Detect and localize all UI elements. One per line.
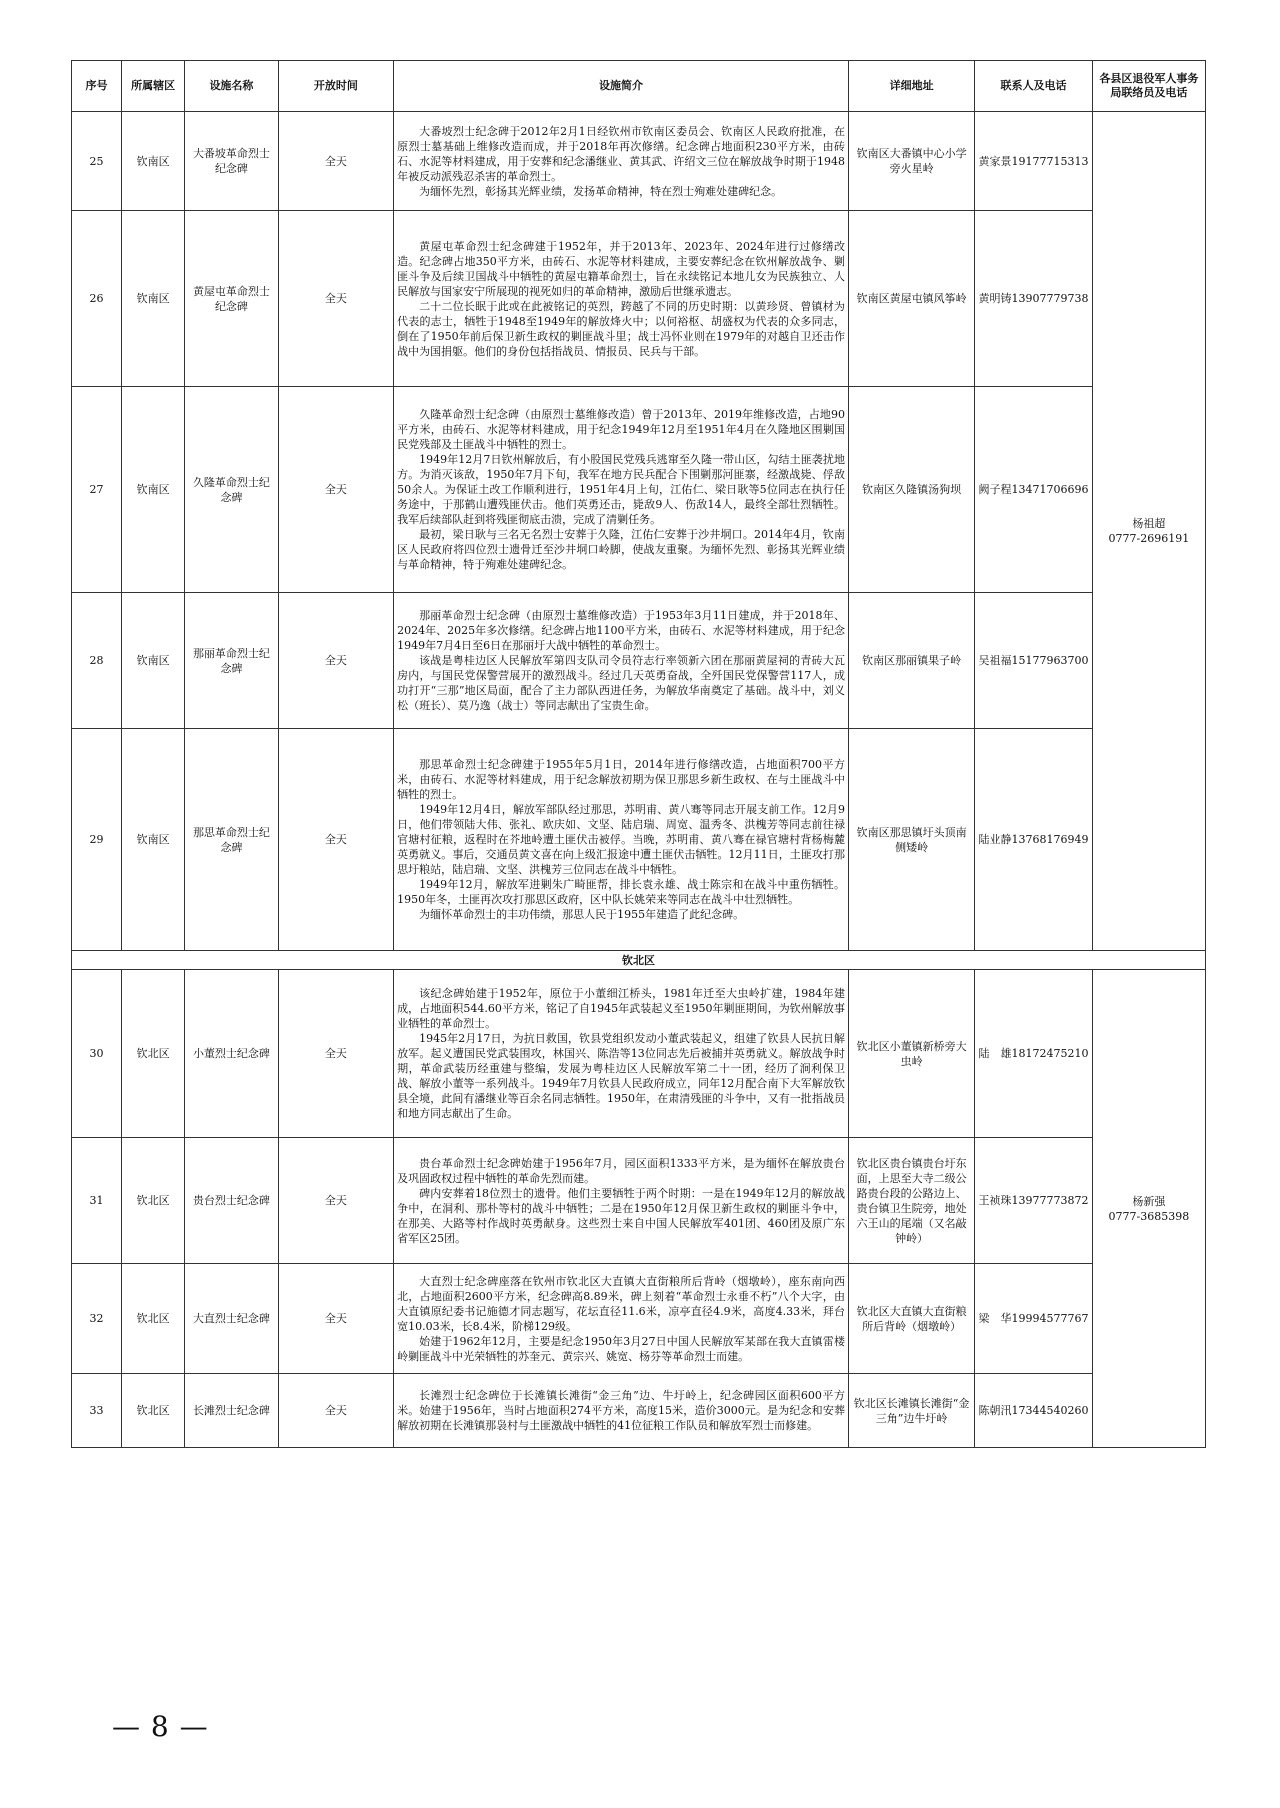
row-address: 钦北区大直镇大直街粮所后背岭（烟墩岭） xyxy=(848,1264,974,1374)
intro-paragraph: 贵台革命烈士纪念碑始建于1956年7月，园区面积1333平方米，是为缅怀在解放贵台及巩固政权过程中牺牲的革命先烈而建。 xyxy=(397,1156,845,1185)
intro-paragraph: 为缅怀革命烈士的丰功伟绩，那思人民于1955年建造了此纪念碑。 xyxy=(419,908,745,921)
table-row xyxy=(72,1374,1206,1448)
table-row xyxy=(72,970,1206,1138)
row-facility-name: 黄屋屯革命烈士纪念碑 xyxy=(185,211,279,387)
section-title-qinbei: 钦北区 xyxy=(72,951,1206,970)
intro-paragraph: 那丽革命烈士纪念碑（由原烈士墓维修改造）于1953年3月11日建成，并于2018年、2024年、2025年多次修缮。纪念碑占地1100平方米，由砖石、水泥等材料建成，用于纪念1949年7月4日至6日在那丽圩大战中牺牲的革命烈士。 xyxy=(397,609,845,652)
intro-paragraph: 该战是粤桂边区人民解放军第四支队司令员符志行率领新六团在那丽黄屋祠的青砖大瓦房内，与国民党保警营展开的激烈战斗。经过几天英勇奋战，全歼国民党保警营117人，成功打开“三那”地区局面，配合了主力部队西进任务，为解放华南奠定了基础。战斗中，刘义松（班长）、莫乃逸（战士）等同志献出了宝贵生命。 xyxy=(397,654,845,712)
row-open-hours: 全天 xyxy=(278,1374,393,1448)
row-address: 钦南区大番镇中心小学旁火星岭 xyxy=(848,112,974,211)
liaison-cell xyxy=(1092,970,1205,1448)
intro-paragraph: 1949年12月7日钦州解放后，有小股国民党残兵逃窜至久隆一带山区，勾结土匪袭扰地方。为消灭该敌，1950年7月下旬，我军在地方民兵配合下围剿那河匪寨，经激战毙、俘敌50余人。为保证土改工作顺利进行，1951年4月上旬，江佑仁、梁日耿等5位同志在执行任务途中，于那鹤山遭残匪伏击。他们英勇还击，毙敌9人、伤敌14人，最终全部壮烈牺牲。我军后续部队赶到将残匪彻底击溃，完成了清剿任务。 xyxy=(397,453,845,526)
row-intro xyxy=(394,1138,849,1264)
table-row xyxy=(72,593,1206,729)
row-intro xyxy=(394,211,849,387)
row-contact: 梁 华19994577767 xyxy=(975,1264,1093,1374)
row-facility-name: 久隆革命烈士纪念碑 xyxy=(185,387,279,593)
liaison-name: 杨新强 xyxy=(1132,1194,1166,1208)
row-intro xyxy=(394,970,849,1138)
row-open-hours: 全天 xyxy=(278,1264,393,1374)
row-facility-name: 小董烈士纪念碑 xyxy=(185,970,279,1138)
table-row xyxy=(72,112,1206,211)
row-district: 钦北区 xyxy=(122,1138,185,1264)
row-contact: 黄家景19177715313 xyxy=(975,112,1093,211)
row-address: 钦北区长滩镇长滩街“金三角”边牛圩岭 xyxy=(848,1374,974,1448)
intro-paragraph: 始建于1962年12月，主要是纪念1950年3月27日中国人民解放军某部在我大直镇雷楼岭剿匪战斗中光荣牺牲的苏奎元、黄宗兴、姚宽、杨芬等革命烈士而建。 xyxy=(397,1334,845,1363)
row-facility-name: 那思革命烈士纪念碑 xyxy=(185,729,279,951)
row-facility-name: 长滩烈士纪念碑 xyxy=(185,1374,279,1448)
header-name: 设施名称 xyxy=(185,61,279,112)
row-open-hours: 全天 xyxy=(278,970,393,1138)
row-number: 29 xyxy=(72,729,122,951)
liaison-cell xyxy=(1092,112,1205,951)
row-intro xyxy=(394,387,849,593)
row-contact: 陆 雄18172475210 xyxy=(975,970,1093,1138)
facilities-table xyxy=(71,60,1206,1448)
table-row xyxy=(72,1264,1206,1374)
row-address: 钦南区黄屋屯镇风筝岭 xyxy=(848,211,974,387)
row-contact: 陈朝汛17344540260 xyxy=(975,1374,1093,1448)
row-number: 27 xyxy=(72,387,122,593)
row-open-hours: 全天 xyxy=(278,729,393,951)
row-open-hours: 全天 xyxy=(278,211,393,387)
row-open-hours: 全天 xyxy=(278,1138,393,1264)
intro-paragraph: 为缅怀先烈，彰扬其光辉业绩，发扬革命精神，特在烈士殉难处建碑纪念。 xyxy=(419,184,783,198)
row-number: 26 xyxy=(72,211,122,387)
row-district: 钦北区 xyxy=(122,1374,185,1448)
row-facility-name: 大直烈士纪念碑 xyxy=(185,1264,279,1374)
row-contact: 吴祖福15177963700 xyxy=(975,593,1093,729)
section-row xyxy=(72,951,1206,970)
table-row xyxy=(72,1138,1206,1264)
row-facility-name: 贵台烈士纪念碑 xyxy=(185,1138,279,1264)
liaison-phone: 0777-2696191 xyxy=(1108,532,1190,545)
row-intro xyxy=(394,1374,849,1448)
row-facility-name: 大番坡革命烈士纪念碑 xyxy=(185,112,279,211)
intro-paragraph: 二十二位长眠于此或在此被铭记的英烈，跨越了不同的历史时期：以黄珍贤、曾镇材为代表的志士，牺牲于1948至1949年的解放烽火中；以何裕枢、胡盛权为代表的众多同志，倒在了1950年前后保卫新生政权的剿匪战斗里；战士冯怀业则在1979年的对越自卫还击作战中为国捐躯。他们的身份包括指战员、情报员、民兵与干部。 xyxy=(397,299,845,358)
qinnan-section xyxy=(72,112,1206,951)
header-hours: 开放时间 xyxy=(278,61,393,112)
row-facility-name: 那丽革命烈士纪念碑 xyxy=(185,593,279,729)
row-address: 钦南区久隆镇汤狗坝 xyxy=(848,387,974,593)
intro-paragraph: 该纪念碑始建于1952年，原位于小董细江桥头，1981年迁至大虫岭扩建，1984年建成，占地面积544.60平方米，铭记了自1945年武装起义至1950年剿匪期间，为钦州解放事业牺牲的革命烈士。 xyxy=(397,987,845,1030)
row-number: 25 xyxy=(72,112,122,211)
row-contact: 阙子程13471706696 xyxy=(975,387,1093,593)
intro-paragraph: 最初，梁日耿与三名无名烈士安葬于久隆，江佑仁安葬于沙井垌口。2014年4月，钦南区人民政府将四位烈士遗骨迁至沙井垌口岭脚，使战友重聚。为缅怀先烈、彰扬其光辉业绩与革命精神，特于殉难处建碑纪念。 xyxy=(397,528,845,571)
row-district: 钦南区 xyxy=(122,112,185,211)
row-district: 钦南区 xyxy=(122,729,185,951)
row-intro xyxy=(394,593,849,729)
header-contact: 联系人及电话 xyxy=(975,61,1093,112)
row-open-hours: 全天 xyxy=(278,593,393,729)
row-open-hours: 全天 xyxy=(278,112,393,211)
row-contact: 黄明铸13907779738 xyxy=(975,211,1093,387)
row-district: 钦北区 xyxy=(122,970,185,1138)
table-row xyxy=(72,729,1206,951)
intro-paragraph: 碑内安葬着18位烈士的遗骨。他们主要牺牲于两个时期：一是在1949年12月的解放战争中，在洞利、那朴等村的战斗中牺牲；二是在1950年12月保卫新生政权的剿匪斗争中，在那美、大路等村作战时英勇献身。这些烈士来自中国人民解放军401团、460团及原广东省军区25团。 xyxy=(397,1186,845,1245)
table-row xyxy=(72,211,1206,387)
row-number: 30 xyxy=(72,970,122,1138)
header-intro: 设施简介 xyxy=(394,61,849,112)
row-contact: 王祯珠13977773872 xyxy=(975,1138,1093,1264)
header-address: 详细地址 xyxy=(848,61,974,112)
page-number: — 8 — xyxy=(112,1710,209,1743)
row-contact: 陆业静13768176949 xyxy=(975,729,1093,951)
liaison-phone: 0777-3685398 xyxy=(1108,1209,1190,1223)
liaison-name: 杨祖超 xyxy=(1132,517,1166,530)
intro-paragraph: 1949年12月，解放军进剿朱广畸匪帮，排长袁永雄、战士陈宗和在战斗中重伤牺牲。1950年冬，土匪再次攻打那思区政府，区中队长姚荣来等同志在战斗中壮烈牺牲。 xyxy=(397,878,845,906)
row-district: 钦南区 xyxy=(122,211,185,387)
intro-paragraph: 1945年2月17日，为抗日救国，钦县党组织发动小董武装起义，组建了钦县人民抗日解放军。起义遭国民党武装围攻，林国兴、陈浩等13位同志先后被捕并英勇就义。解放战争时期，革命武装历经重建与整编，发展为粤桂边区人民解放军第二十一团，经历了涧利保卫战、解放小董等一系列战斗。1949年7月钦县人民政府成立，同年12月配合南下大军解放钦县全境，此间有潘继业等百余名同志牺牲。1950年，在肃清残匪的斗争中，又有一批指战员和地方同志献出了生命。 xyxy=(397,1032,845,1120)
header-district: 所属辖区 xyxy=(122,61,185,112)
row-district: 钦南区 xyxy=(122,387,185,593)
intro-paragraph: 久隆革命烈士纪念碑（由原烈士墓维修改造）曾于2013年、2019年维修改造，占地90平方米，由砖石、水泥等材料建成，用于纪念1949年12月至1951年4月在久隆地区围剿国民党残部及土匪战斗中牺牲的烈士。 xyxy=(397,408,845,451)
table-header-row xyxy=(72,61,1206,112)
intro-paragraph: 长滩烈士纪念碑位于长滩镇长滩街“金三角”边、牛圩岭上，纪念碑园区面积600平方米。始建于1956年，当时占地面积274平方米，高度15米，造价3000元。是为纪念和安葬解放初期在长滩镇那袅村与土匪激战中牺牲的41位征粮工作队员和解放军烈士而修建。 xyxy=(397,1389,845,1432)
intro-paragraph: 黄屋屯革命烈士纪念碑建于1952年，并于2013年、2023年、2024年进行过修缮改造。纪念碑占地350平方米，由砖石、水泥等材料建成，主要安葬纪念在钦州解放战争、剿匪斗争及后续卫国战斗中牺牲的黄屋屯籍革命烈士，旨在永续铭记本地儿女为民族独立、人民解放与国家安宁所展现的视死如归的革命精神，激励后世继承遗志。 xyxy=(397,239,845,298)
row-number: 31 xyxy=(72,1138,122,1264)
row-number: 28 xyxy=(72,593,122,729)
row-intro xyxy=(394,112,849,211)
table-row xyxy=(72,387,1206,593)
header-liaison: 各县区退役军人事务局联络员及电话 xyxy=(1092,61,1205,112)
row-number: 33 xyxy=(72,1374,122,1448)
row-intro xyxy=(394,729,849,951)
intro-paragraph: 1949年12月4日，解放军部队经过那思，苏明甫、黄八骞等同志开展支前工作。12月9日，他们带领陆大伟、张礼、欧庆如、文坚、陆启瑞、周宽、温秀冬、洪槐芳等同志前往禄官塘村征粮，返程时在芥地岭遭土匪伏击被俘。当晚，苏明甫、黄八骞在禄官塘村背杨梅麓英勇就义。事后，交通员黄文喜在向上级汇报途中遭土匪伏击牺牲。12月11日，土匪攻打那思圩粮站，陆启瑞、文坚、洪槐芳三位同志在战斗中牺牲。 xyxy=(397,803,845,876)
row-address: 钦北区贵台镇贵台圩东面，上思至大寺二级公路贵台段的公路边上、贵台镇卫生院旁，地处六王山的尾端（又名敲钟岭） xyxy=(848,1138,974,1264)
row-address: 钦南区那丽镇果子岭 xyxy=(848,593,974,729)
qinbei-section xyxy=(72,970,1206,1448)
row-address: 钦南区那思镇圩头顶南侧矮岭 xyxy=(848,729,974,951)
row-number: 32 xyxy=(72,1264,122,1374)
row-address: 钦北区小董镇新桥旁大虫岭 xyxy=(848,970,974,1138)
intro-paragraph: 那思革命烈士纪念碑建于1955年5月1日，2014年进行修缮改造，占地面积700平方米，由砖石、水泥等材料建成，用于纪念解放初期为保卫那思乡新生政权、在与土匪战斗中牺牲的烈士。 xyxy=(397,758,845,801)
intro-paragraph: 大直烈士纪念碑座落在钦州市钦北区大直镇大直街粮所后背岭（烟墩岭），座东南向西北，占地面积2600平方米，纪念碑高8.89米，碑上刻着“革命烈士永垂不朽”八个大字，由大直镇原纪委书记施德才同志题写，花坛直径11.6米，凉亭直径4.9米，高度4.33米，拜台宽10.03米，长8.4米，阶梯129级。 xyxy=(397,1274,845,1333)
intro-paragraph: 大番坡烈士纪念碑于2012年2月1日经钦州市钦南区委员会、钦南区人民政府批准，在原烈士墓基础上维修改造而成，并于2018年再次修缮。纪念碑占地面积230平方米，由砖石、水泥等材料建成，用于安葬和纪念潘继业、黄其武、许绍文三位在解放战争时期于1948年被反动派残忍杀害的革命烈士。 xyxy=(397,124,845,183)
header-no: 序号 xyxy=(72,61,122,112)
row-district: 钦北区 xyxy=(122,1264,185,1374)
row-district: 钦南区 xyxy=(122,593,185,729)
row-open-hours: 全天 xyxy=(278,387,393,593)
row-intro xyxy=(394,1264,849,1374)
